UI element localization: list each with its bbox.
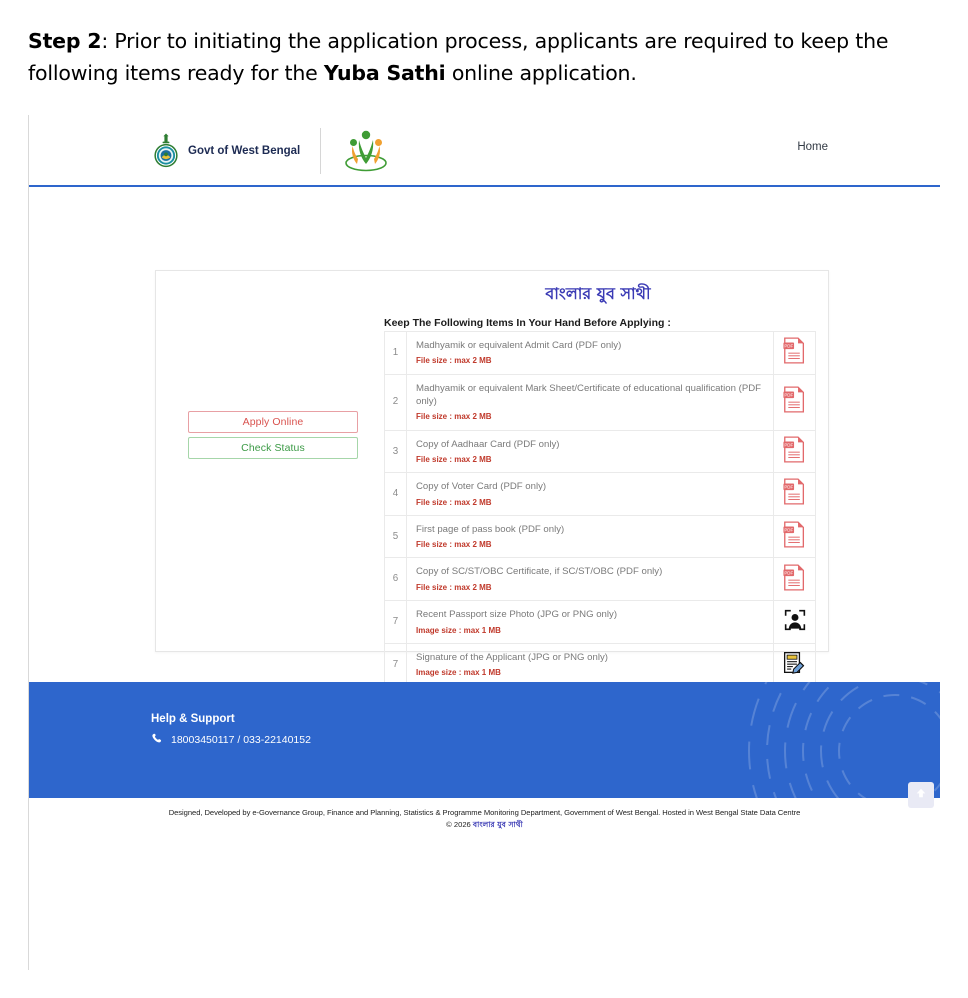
govt-brand-label: Govt of West Bengal <box>188 145 301 157</box>
nav-link-home[interactable]: Home <box>797 141 828 153</box>
row-serial: 6 <box>385 558 407 601</box>
pdf-file-icon <box>783 337 806 368</box>
row-serial: 4 <box>385 473 407 516</box>
step-intro-part1: : Prior to initiating the application process, applicants are required to keep the following items ready for the <box>28 29 889 85</box>
copyright-prefix: © 2026 <box>446 820 473 829</box>
check-status-button[interactable]: Check Status <box>188 437 358 459</box>
svg-text:PDF: PDF <box>784 392 794 398</box>
row-icon-cell <box>774 515 816 558</box>
scheme-title-bengali: বাংলার যুব সাথী <box>545 284 651 303</box>
signature-document-icon <box>783 651 806 678</box>
site-footer <box>29 682 940 798</box>
step-label: Step 2 <box>28 29 102 53</box>
helpline-numbers: 18003450117 / 033-22140152 <box>171 734 311 746</box>
row-description-cell <box>407 515 774 558</box>
row-size-note: Image size : max 1 MB <box>416 625 501 635</box>
row-description: First page of pass book (PDF only) <box>416 523 565 535</box>
portrait-photo-icon <box>784 609 806 635</box>
table-row <box>385 515 816 558</box>
copyright-scheme-bengali: বাংলার যুব সাথী <box>472 820 523 829</box>
table-row <box>385 332 816 375</box>
row-description: Copy of Aadhaar Card (PDF only) <box>416 438 560 450</box>
row-description-cell <box>407 430 774 473</box>
pdf-file-icon <box>783 564 806 595</box>
pdf-file-icon <box>783 386 806 417</box>
table-row <box>385 643 816 686</box>
step-instruction-text <box>28 26 940 90</box>
table-row <box>385 473 816 516</box>
row-icon-cell <box>774 601 816 644</box>
row-description-cell <box>407 332 774 375</box>
credits-text: Designed, Developed by e-Governance Group, Finance and Planning, Statistics & Programme Monitoring Department, Government of West Bengal. Hosted in West Bengal State Data Centre <box>168 808 801 817</box>
row-icon-cell <box>774 643 816 686</box>
action-button-group <box>188 411 358 463</box>
header-divider <box>320 128 321 174</box>
row-description: Copy of SC/ST/OBC Certificate, if SC/ST/OBC (PDF only) <box>416 566 663 578</box>
copyright-text <box>29 819 940 832</box>
row-icon-cell <box>774 332 816 375</box>
row-size-note: File size : max 2 MB <box>416 582 492 592</box>
row-icon-cell <box>774 558 816 601</box>
west-bengal-state-emblem-icon <box>151 133 181 169</box>
row-description: Signature of the Applicant (JPG or PNG only) <box>416 651 608 663</box>
svg-text:PDF: PDF <box>784 343 794 349</box>
row-description-cell <box>407 558 774 601</box>
row-serial: 7 <box>385 643 407 686</box>
header-nav <box>797 141 828 153</box>
arrow-up-icon <box>915 786 927 804</box>
table-row <box>385 601 816 644</box>
phone-icon <box>151 733 162 747</box>
credits-bar <box>29 798 940 860</box>
row-size-note: File size : max 2 MB <box>416 540 492 550</box>
row-description: Madhyamik or equivalent Admit Card (PDF only) <box>416 340 622 351</box>
step-intro-part2: online application. <box>445 60 637 85</box>
row-description: Recent Passport size Photo (JPG or PNG only) <box>416 609 618 621</box>
row-description-cell <box>407 601 774 644</box>
row-serial: 1 <box>385 332 407 375</box>
website-screenshot-frame <box>28 115 940 970</box>
decorative-arcs-icon <box>670 682 940 798</box>
svg-text:PDF: PDF <box>784 442 794 448</box>
row-serial: 3 <box>385 430 407 473</box>
yuba-sathi-people-logo-icon <box>341 128 391 174</box>
row-icon-cell <box>774 430 816 473</box>
row-description: Copy of Voter Card (PDF only) <box>416 481 547 493</box>
pdf-file-icon <box>783 478 806 509</box>
row-icon-cell <box>774 374 816 430</box>
scheme-name-highlight: Yuba Sathi <box>323 60 446 85</box>
row-description-cell <box>407 473 774 516</box>
row-icon-cell <box>774 473 816 516</box>
row-serial: 5 <box>385 515 407 558</box>
help-support-title: Help & Support <box>151 713 235 725</box>
row-description: Madhyamik or equivalent Mark Sheet/Certificate of educational qualification (PDF only) <box>416 382 762 408</box>
row-serial: 2 <box>385 374 407 430</box>
row-size-note: Image size : max 1 MB <box>416 668 501 678</box>
svg-text:PDF: PDF <box>784 570 794 576</box>
row-description-cell <box>407 643 774 686</box>
table-row <box>385 430 816 473</box>
pdf-file-icon <box>783 436 806 467</box>
site-header <box>29 115 940 187</box>
pdf-file-icon <box>783 521 806 552</box>
row-size-note: File size : max 2 MB <box>416 412 492 422</box>
requirements-table-body <box>385 332 816 728</box>
requirements-subtitle: Keep The Following Items In Your Hand Before Applying : <box>384 317 671 329</box>
brand-area <box>151 121 391 181</box>
svg-text:PDF: PDF <box>784 484 794 490</box>
svg-text:PDF: PDF <box>784 527 794 533</box>
row-size-note: File size : max 2 MB <box>416 455 492 465</box>
requirements-table <box>384 331 816 728</box>
main-content <box>29 187 940 682</box>
scroll-to-top-button[interactable] <box>908 782 934 808</box>
govt-brand-block <box>151 133 316 169</box>
apply-online-button[interactable]: Apply Online <box>188 411 358 433</box>
table-row <box>385 558 816 601</box>
help-support-contact <box>151 733 311 747</box>
row-serial: 7 <box>385 601 407 644</box>
table-row <box>385 374 816 430</box>
row-size-note: File size : max 2 MB <box>416 356 492 366</box>
requirements-card <box>155 270 829 678</box>
row-description-cell <box>407 374 774 430</box>
row-size-note: File size : max 2 MB <box>416 497 492 507</box>
